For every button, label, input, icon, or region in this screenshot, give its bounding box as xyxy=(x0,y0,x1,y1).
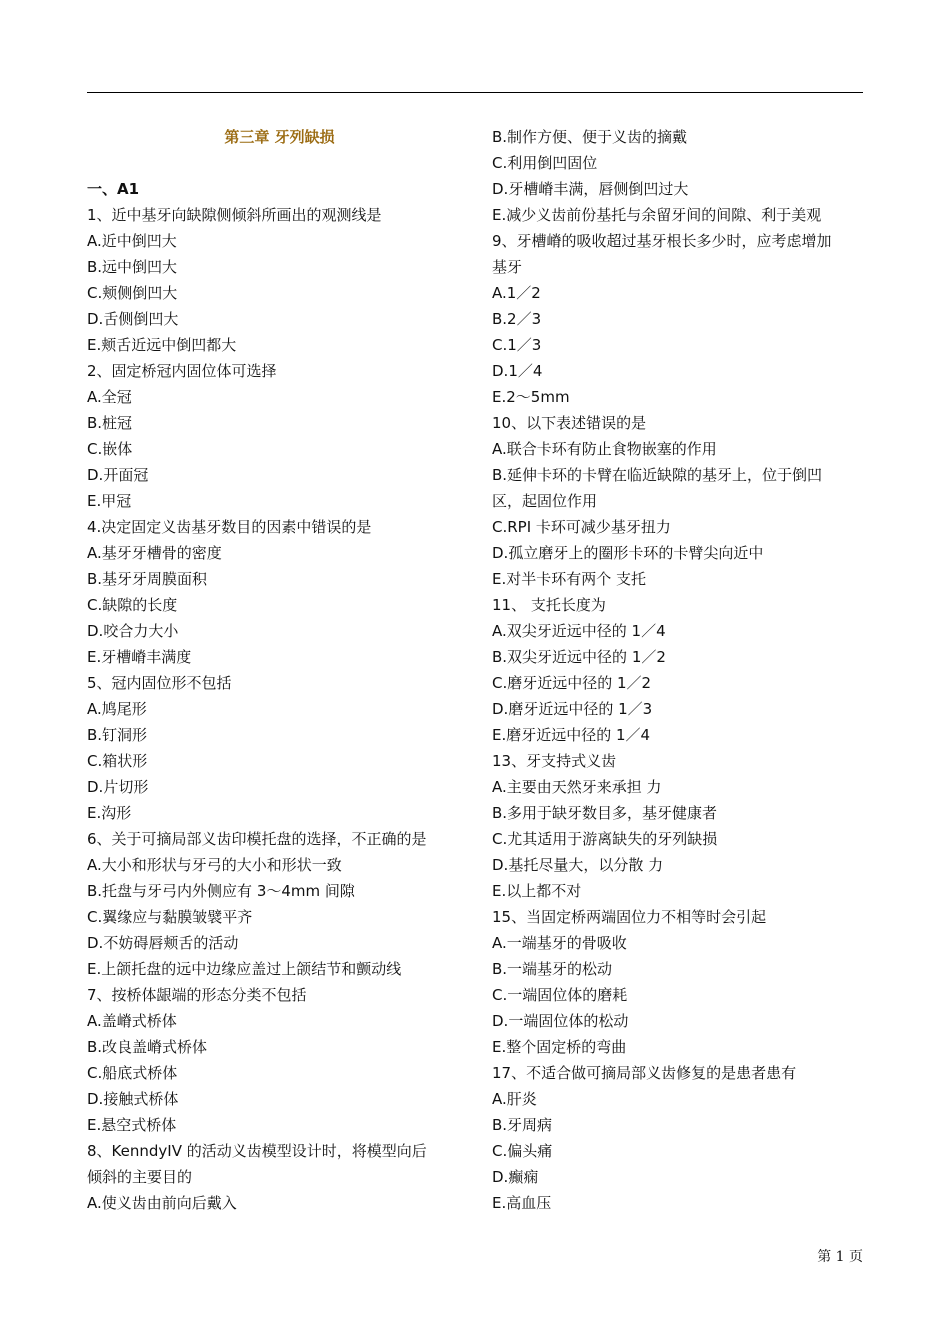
question-line: 4.决定固定义齿基牙数目的因素中错误的是 xyxy=(87,518,372,536)
question-line: B.制作方便、便于义齿的摘戴 xyxy=(492,128,688,146)
question-line: 17、不适合做可摘局部义齿修复的是患者患有 xyxy=(492,1064,797,1082)
left-question-list xyxy=(87,202,472,1216)
question-line: 9、牙槽嵴的吸收超过基牙根长多少时，应考虑增加 xyxy=(492,232,832,250)
question-line: 7、按桥体龈端的形态分类不包括 xyxy=(87,986,307,1004)
question-line: E.颊舌近远中倒凹都大 xyxy=(87,336,237,354)
question-line: E.减少义齿前份基托与余留牙间的间隙、利于美观 xyxy=(492,206,822,224)
question-line: B.基牙牙周膜面积 xyxy=(87,570,208,588)
question-line: B.牙周病 xyxy=(492,1116,553,1134)
question-line: C.1／3 xyxy=(492,336,542,354)
question-line: D.磨牙近远中径的 1／3 xyxy=(492,700,653,718)
question-line: A.一端基牙的骨吸收 xyxy=(492,934,627,952)
header-rule xyxy=(87,92,863,93)
question-line: D.不妨碍唇颊舌的活动 xyxy=(87,934,239,952)
question-line: 15、当固定桥两端固位力不相等时会引起 xyxy=(492,908,767,926)
question-line: E.牙槽嵴丰满度 xyxy=(87,648,192,666)
question-line: D.开面冠 xyxy=(87,466,149,484)
question-line: B.托盘与牙弓内外侧应有 3～4mm 间隙 xyxy=(87,882,355,900)
question-line: E.悬空式桥体 xyxy=(87,1116,177,1134)
question-line: C.RPI 卡环可减少基牙扭力 xyxy=(492,518,671,536)
question-line: E.2～5mm xyxy=(492,388,570,406)
question-line: E.整个固定桥的弯曲 xyxy=(492,1038,627,1056)
question-line: 10、以下表述错误的是 xyxy=(492,414,647,432)
question-line: B.远中倒凹大 xyxy=(87,258,178,276)
question-line: A.1／2 xyxy=(492,284,541,302)
question-line: B.钉洞形 xyxy=(87,726,148,744)
right-column xyxy=(492,124,872,1216)
question-line: C.磨牙近远中径的 1／2 xyxy=(492,674,652,692)
question-line: D.舌侧倒凹大 xyxy=(87,310,179,328)
question-line: B.延伸卡环的卡臂在临近缺隙的基牙上，位于倒凹 xyxy=(492,466,823,484)
chapter-title: 第三章 牙列缺损 xyxy=(224,128,335,146)
question-line: E.磨牙近远中径的 1／4 xyxy=(492,726,651,744)
title-spacer xyxy=(87,150,472,176)
question-line: C.嵌体 xyxy=(87,440,133,458)
question-line: B.改良盖嵴式桥体 xyxy=(87,1038,208,1056)
question-line: B.多用于缺牙数目多，基牙健康者 xyxy=(492,804,718,822)
question-line: C.箱状形 xyxy=(87,752,148,770)
question-line: B.双尖牙近远中径的 1／2 xyxy=(492,648,666,666)
question-line: D.咬合力大小 xyxy=(87,622,179,640)
question-line: C.缺隙的长度 xyxy=(87,596,178,614)
question-line: A.使义齿由前向后戴入 xyxy=(87,1194,237,1212)
question-line: D.片切形 xyxy=(87,778,149,796)
question-line: 11、 支托长度为 xyxy=(492,596,606,614)
question-line: 1、近中基牙向缺隙侧倾斜所画出的观测线是 xyxy=(87,206,382,224)
question-line: 基牙 xyxy=(492,258,523,276)
question-line: E.沟形 xyxy=(87,804,132,822)
question-line: A.主要由天然牙来承担 力 xyxy=(492,778,662,796)
question-line: 区，起固位作用 xyxy=(492,492,598,510)
question-line: 13、牙支持式义齿 xyxy=(492,752,617,770)
question-line: C.一端固位体的磨耗 xyxy=(492,986,628,1004)
question-line: C.船底式桥体 xyxy=(87,1064,178,1082)
question-line: B.桩冠 xyxy=(87,414,133,432)
question-line: D.接触式桥体 xyxy=(87,1090,179,1108)
question-line: C.偏头痛 xyxy=(492,1142,553,1160)
question-line: A.大小和形状与牙弓的大小和形状一致 xyxy=(87,856,342,874)
question-line: D.癫痫 xyxy=(492,1168,539,1186)
question-line: 8、KenndyIV 的活动义齿模型设计时，将模型向后 xyxy=(87,1142,427,1160)
question-line: C.颊侧倒凹大 xyxy=(87,284,178,302)
question-line: A.肝炎 xyxy=(492,1090,537,1108)
question-line: D.孤立磨牙上的圈形卡环的卡臂尖向近中 xyxy=(492,544,764,562)
question-line: 2、固定桥冠内固位体可选择 xyxy=(87,362,277,380)
question-line: B.一端基牙的松动 xyxy=(492,960,613,978)
question-line: A.近中倒凹大 xyxy=(87,232,177,250)
question-line: E.上颌托盘的远中边缘应盖过上颌结节和颤动线 xyxy=(87,960,402,978)
question-line: D.1／4 xyxy=(492,362,543,380)
question-line: E.以上都不对 xyxy=(492,882,582,900)
question-line: 倾斜的主要目的 xyxy=(87,1168,193,1186)
question-line: B.2／3 xyxy=(492,310,542,328)
question-line: 6、关于可摘局部义齿印模托盘的选择，不正确的是 xyxy=(87,830,427,848)
question-line: A.盖嵴式桥体 xyxy=(87,1012,177,1030)
question-line: A.鸠尾形 xyxy=(87,700,147,718)
question-line: C.利用倒凹固位 xyxy=(492,154,598,172)
question-line: E.对半卡环有两个 支托 xyxy=(492,570,647,588)
question-line: A.双尖牙近远中径的 1／4 xyxy=(492,622,666,640)
page-number: 第 1 页 xyxy=(817,1249,863,1265)
question-line: A.基牙牙槽骨的密度 xyxy=(87,544,222,562)
question-line: A.全冠 xyxy=(87,388,132,406)
question-line: E.甲冠 xyxy=(87,492,132,510)
right-question-list xyxy=(492,124,872,1216)
section-heading: 一、A1 xyxy=(87,180,140,198)
left-column xyxy=(87,124,472,1216)
question-line: D.基托尽量大，以分散 力 xyxy=(492,856,664,874)
question-line: A.联合卡环有防止食物嵌塞的作用 xyxy=(492,440,717,458)
question-line: D.一端固位体的松动 xyxy=(492,1012,629,1030)
question-line: D.牙槽嵴丰满，唇侧倒凹过大 xyxy=(492,180,689,198)
question-line: C.翼缘应与黏膜皱襞平齐 xyxy=(87,908,253,926)
question-line: C.尤其适用于游离缺失的牙列缺损 xyxy=(492,830,718,848)
question-line: E.高血压 xyxy=(492,1194,552,1212)
question-line: 5、冠内固位形不包括 xyxy=(87,674,232,692)
